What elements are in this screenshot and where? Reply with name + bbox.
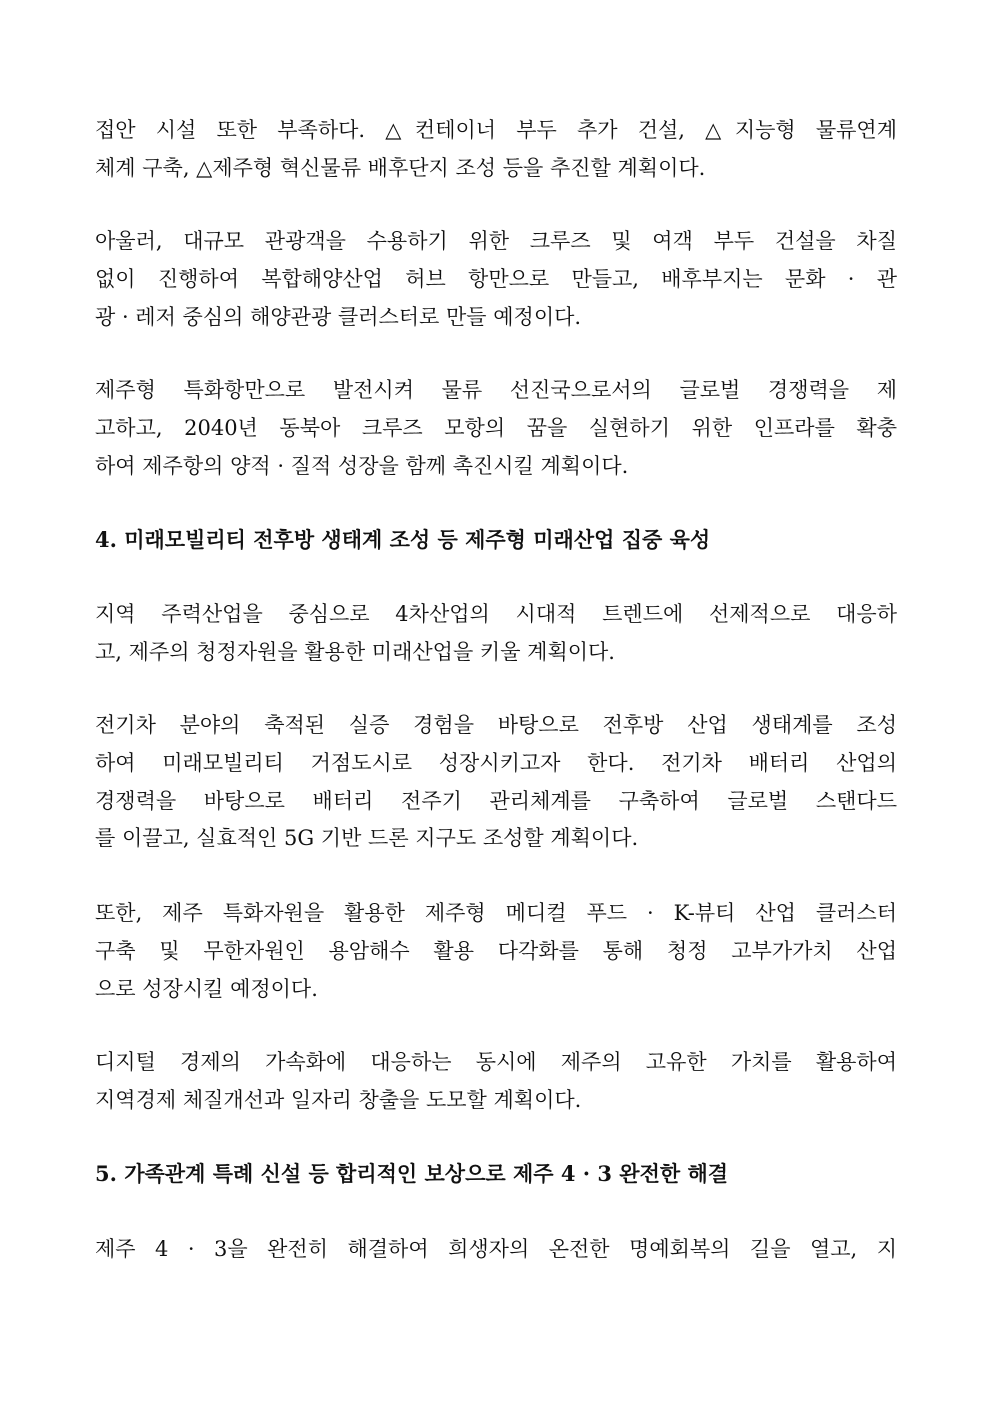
- paragraph-line: 고, 제주의 청정자원을 활용한 미래산업을 키울 계획이다.: [95, 640, 615, 664]
- paragraph-line: 또한, 제주 특화자원을 활용한 제주형 메디컬 푸드 · K-뷰티 산업 클러스터: [95, 901, 897, 925]
- paragraph-line: 하여 제주항의 양적 · 질적 성장을 함께 촉진시킬 계획이다.: [95, 454, 629, 478]
- paragraph-line: 지역경제 체질개선과 일자리 창출을 도모할 계획이다.: [95, 1088, 582, 1112]
- section-heading: 4. 미래모빌리티 전후방 생태계 조성 등 제주형 미래산업 집중 육성: [95, 527, 711, 552]
- paragraph-line: 제주 4 · 3을 완전히 해결하여 희생자의 온전한 명예회복의 길을 열고, 지: [95, 1237, 897, 1261]
- paragraph-line: 디지털 경제의 가속화에 대응하는 동시에 제주의 고유한 가치를 활용하여: [95, 1050, 897, 1074]
- section-heading: 5. 가족관계 특례 신설 등 합리적인 보상으로 제주 4 · 3 완전한 해결: [95, 1161, 729, 1186]
- paragraph-line: 제주형 특화항만으로 발전시켜 물류 선진국으로서의 글로벌 경쟁력을 제: [95, 378, 897, 402]
- paragraph-line: 없이 진행하여 복합해양산업 허브 항만으로 만들고, 배후부지는 문화 · 관: [95, 267, 897, 291]
- paragraph-line: 체계 구축, △제주형 혁신물류 배후단지 조성 등을 추진할 계획이다.: [95, 156, 706, 180]
- paragraph-line: 아울러, 대규모 관광객을 수용하기 위한 크루즈 및 여객 부두 건설을 차질: [95, 229, 897, 253]
- paragraph-line: 지역 주력산업을 중심으로 4차산업의 시대적 트렌드에 선제적으로 대응하: [95, 602, 897, 626]
- paragraph-line: 으로 성장시킬 예정이다.: [95, 977, 318, 1001]
- paragraph-line: 고하고, 2040년 동북아 크루즈 모항의 꿈을 실현하기 위한 인프라를 확충: [95, 416, 897, 440]
- paragraph-line: 구축 및 무한자원인 용암해수 활용 다각화를 통해 청정 고부가가치 산업: [95, 939, 897, 963]
- paragraph-line: 광 · 레저 중심의 해양관광 클러스터로 만들 예정이다.: [95, 305, 582, 329]
- paragraph-line: 하여 미래모빌리티 거점도시로 성장시키고자 한다. 전기차 배터리 산업의: [95, 751, 897, 775]
- paragraph-line: 전기차 분야의 축적된 실증 경험을 바탕으로 전후방 산업 생태계를 조성: [95, 713, 897, 737]
- paragraph-line: 경쟁력을 바탕으로 배터리 전주기 관리체계를 구축하여 글로벌 스탠다드: [95, 789, 897, 813]
- paragraph-line: 접안 시설 또한 부족하다. △컨테이너 부두 추가 건설, △지능형 물류연계: [95, 118, 897, 142]
- paragraph-line: 를 이끌고, 실효적인 5G 기반 드론 지구도 조성할 계획이다.: [95, 826, 639, 850]
